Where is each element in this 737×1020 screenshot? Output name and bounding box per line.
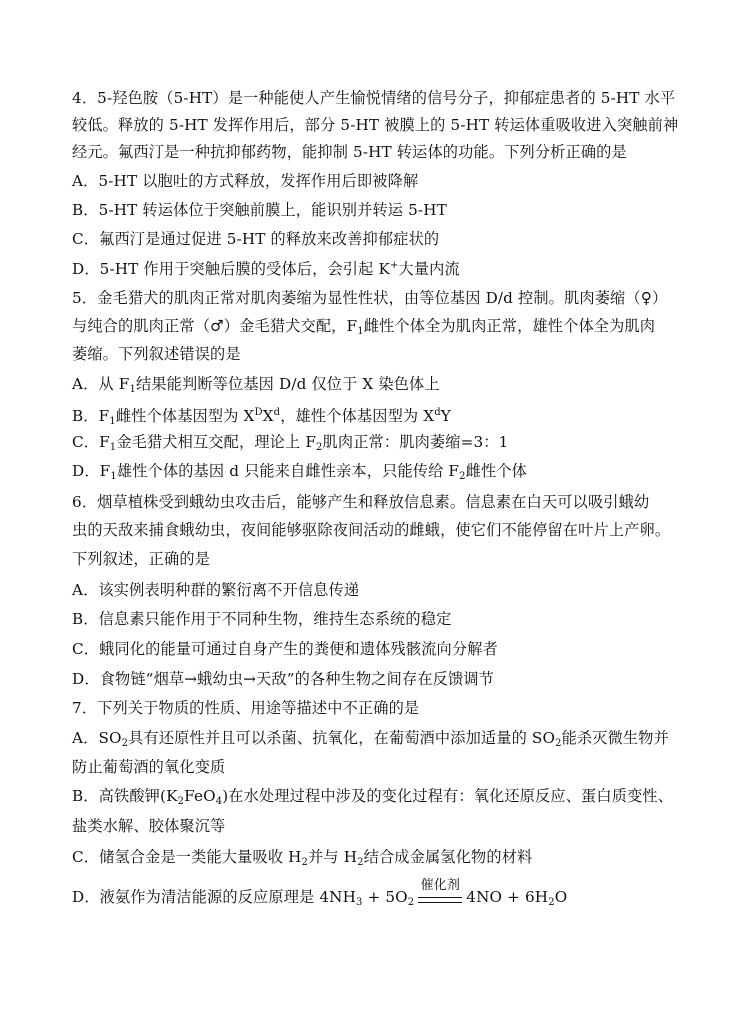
q7-option-a (72, 728, 712, 754)
subscript: 2 (177, 796, 185, 807)
q5-option-c-end: 肌肉正常：肌肉萎缩=3：1 (322, 433, 509, 451)
q6-stem-line-1: 6．烟草植株受到蛾幼虫攻击后，能够产生和释放信息素。信息素在白天可以吸引蛾幼 (72, 493, 650, 511)
q7-option-c-text-2: 并与 H (308, 848, 358, 866)
subscript: 1 (129, 384, 136, 395)
q5-option-a-text: A．从 F (72, 375, 130, 393)
q4-stem-line-2: 较低。释放的 5-HT 发挥作用后，部分 5-HT 被膜上的 5-HT 转运体重吸收进入突触前神 (72, 116, 679, 134)
q4-option-d-end: 大量内流 (398, 260, 460, 278)
q6-option-b: B．信息素只能作用于不同种生物，维持生态系统的稳定 (72, 610, 452, 628)
q7-option-b-line-2: 盐类水解、胶体聚沉等 (72, 817, 226, 835)
q7-option-a-text-2: 具有还原性并且可以杀菌、抗氧化，在葡萄酒中添加适量的 SO (128, 729, 556, 747)
q7-option-c (72, 847, 712, 873)
superscript: d (434, 407, 441, 418)
q5-stem-line-2-end: 雌性个体全为肌肉正常，雄性个体全为肌肉 (363, 317, 656, 335)
q5-option-d-text: D．F (72, 462, 111, 480)
subscript: 3 (356, 897, 363, 908)
q5-option-c-text-2: 金毛猎犬相互交配，理论上 F (116, 433, 317, 451)
subscript: 2 (357, 857, 364, 868)
q7-option-a-line-2: 防止葡萄酒的氧化变质 (72, 758, 226, 776)
q6-option-a: A．该实例表明种群的繁衍离不开信息传递 (72, 581, 360, 599)
q7-option-d-text-2: + 5O (362, 888, 408, 906)
q7-option-a-text: A．SO (72, 729, 122, 747)
subscript: 2 (121, 738, 129, 749)
superscript: d (273, 407, 281, 418)
q5-option-c-text: C．F (72, 433, 110, 451)
q7-option-c-end: 结合成金属氢化物的材料 (363, 848, 533, 866)
q5-option-b-text-3: X (262, 407, 274, 425)
subscript: 2 (316, 442, 323, 453)
subscript: 2 (555, 738, 562, 749)
q7-option-d-text: D．液氨作为清洁能源的反应原理是 4NH (72, 888, 357, 906)
q5-option-a (72, 374, 712, 400)
subscript: 1 (110, 471, 117, 482)
q6-option-c: C．蛾同化的能量可通过自身产生的粪便和遗体残骸流向分解者 (72, 640, 498, 658)
q4-stem-line-3: 经元。氟西汀是一种抗抑郁药物，能抑制 5-HT 转运体的功能。下列分析正确的是 (72, 143, 627, 161)
q5-option-b-end: Y (440, 407, 451, 425)
q5-option-b (72, 403, 712, 432)
q7-option-a-end: 能杀灭微生物并 (561, 729, 669, 747)
q4-option-d (72, 256, 712, 279)
q7-option-d-end: O (554, 888, 568, 906)
k-ion-charge: + (389, 260, 399, 271)
reaction-equals-sign (414, 878, 466, 908)
q7-option-d (72, 878, 712, 913)
q5-option-b-text-2: 雌性个体基因型为 X (115, 407, 255, 425)
double-line-icon (418, 897, 462, 903)
q5-option-b-text: B．F (72, 407, 110, 425)
q5-option-d-text-2: 雄性个体的基因 d 只能来自雌性亲本，只能传给 F (116, 462, 460, 480)
q5-stem-line-1: 5．金毛猎犬的肌肉正常对肌肉萎缩为显性性状，由等位基因 D/d 控制。肌肉萎缩（♀） (72, 289, 668, 307)
q5-stem-line-2-text: 与纯合的肌肉正常（♂）金毛猎犬交配，F (72, 317, 358, 335)
subscript: 2 (301, 857, 309, 868)
superscript: D (254, 407, 263, 418)
q6-option-d: D．食物链“烟草→蛾幼虫→天敌”的各种生物之间存在反馈调节 (72, 670, 495, 688)
q4-option-d-text: D．5-HT 作用于突触后膜的受体后，会引起 K (72, 260, 390, 278)
subscript: 1 (109, 442, 117, 453)
q4-option-b: B．5-HT 转运体位于突触前膜上，能识别并转运 5-HT (72, 201, 447, 219)
q4-option-a: A．5-HT 以胞吐的方式释放，发挥作用后即被降解 (72, 172, 419, 190)
q7-option-d-text-3: 4NO + 6H (466, 888, 549, 906)
q6-stem-line-3: 下列叙述，正确的是 (72, 550, 211, 568)
q6-stem-line-2: 虫的天敌来捕食蛾幼虫，夜间能够驱除夜间活动的雌蛾，使它们不能停留在叶片上产卵。 (72, 521, 671, 539)
q7-option-b-text: B．高铁酸钾(K (72, 787, 178, 805)
q5-option-b-text-4: ，雄性个体基因型为 X (280, 407, 435, 425)
subscript: 2 (459, 471, 466, 482)
q5-stem-line-2 (72, 316, 712, 342)
q4-option-c: C．氟西汀是通过促进 5-HT 的释放来改善抑郁症状的 (72, 230, 440, 248)
q5-option-d (72, 461, 712, 487)
subscript: 1 (357, 326, 364, 337)
q5-stem-line-3: 萎缩。下列叙述错误的是 (72, 345, 241, 363)
q5-option-a-end: 结果能判断等位基因 D/d 仅位于 X 染色体上 (135, 375, 440, 393)
subscript: 4 (215, 796, 223, 807)
q7-option-b (72, 786, 712, 812)
subscript: 1 (109, 416, 116, 427)
q5-option-d-end: 雌性个体 (465, 462, 527, 480)
q7-option-b-text-2: FeO (184, 787, 216, 805)
q7-option-b-end: )在水处理过程中涉及的变化过程有：氧化还原反应、蛋白质变性、 (222, 787, 674, 805)
catalyst-label: 催化剂 (420, 878, 461, 893)
q7-option-c-text: C．储氢合金是一类能大量吸收 H (72, 848, 302, 866)
subscript: 2 (548, 897, 555, 908)
q4-stem-line-1: 4．5-羟色胺（5-HT）是一种能使人产生愉悦情绪的信号分子，抑郁症患者的 5-HT 水平 (72, 89, 676, 107)
subscript: 2 (407, 897, 415, 908)
q7-stem-line-1: 7．下列关于物质的性质、用途等描述中不正确的是 (72, 699, 420, 717)
q5-option-c (72, 432, 712, 458)
